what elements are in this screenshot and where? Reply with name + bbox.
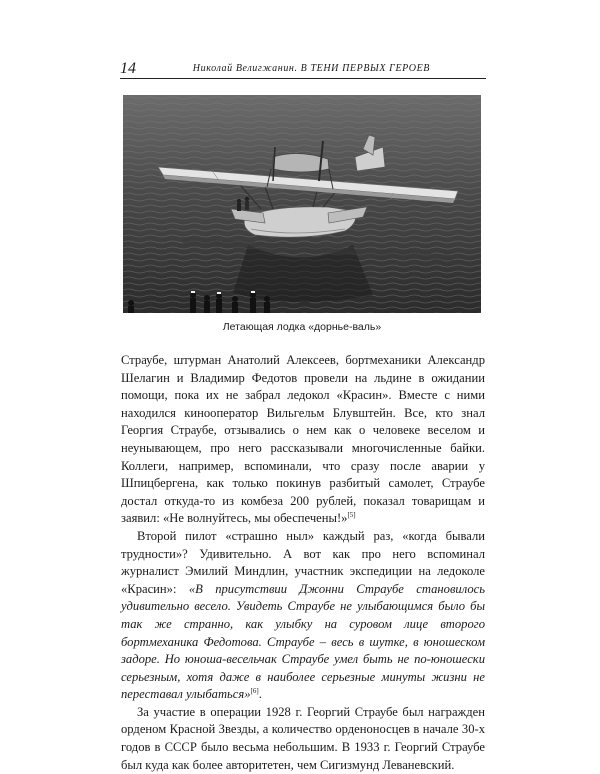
- mindlin-quote: «В присутствии Джонни Страубе становилось удивительно весело. Увидеть Страубе не улыбающимся было бы так же странно, как улыбку на суровом лице второго бортмеханика Федотова. Страубе – весь в шутке, в юношеском задоре. Но юноша-весельчак Страубе умел быть не по-юношески серьезным, хотя даже в наиболее серьезные минуты жизни не переставал улыбаться»: [121, 581, 485, 702]
- running-header: [120, 58, 486, 79]
- running-head-title: Николай Велигжанин. В ТЕНИ ПЕРВЫХ ГЕРОЕВ: [192, 63, 430, 74]
- footnote-ref-6: [6]: [250, 687, 259, 696]
- photo-caption: Летающая лодка «дорнье-валь»: [222, 321, 382, 333]
- paragraph-2: [121, 528, 485, 704]
- paragraph-2-text: Второй пилот «страшно ныл» каждый раз, «когда бывали трудности»? Удивительно. А вот как про него вспоминал журналист Эмилий Миндлин, участник экспедиции на ледоколе «Красин»:: [121, 528, 485, 596]
- flying-boat-photo: [123, 95, 481, 313]
- footnote-ref-5: [5]: [347, 511, 356, 520]
- paragraph-1: [121, 352, 485, 528]
- paragraph-1-text: Страубе, штурман Анатолий Алексеев, бортмеханики Александр Шелагин и Владимир Федотов провели на льдине в ожидании помощи, пока их не забрал ледокол «Красин». Вместе с ними находился кинооператор Вильгельм Блувштейн. Все, кто знал Георгия Страубе, отзывались о нем как о человеке веселом и неунывающем, про него рассказывали многочисленные байки. Коллеги, например, вспоминали, что сразу после аварии у Шпицбергена, как только покинув разбитый самолет, Страубе достал откуда-то из комбеза 200 рублей, показал товарищам и заявил: «Не волнуйтесь, мы обеспечены!»: [121, 353, 485, 526]
- paragraph-2-end: .: [258, 687, 262, 702]
- body-text: [121, 352, 485, 774]
- paragraph-3: За участие в операции 1928 г. Георгий Страубе был награжден орденом Красной Звезды, а количество орденоносцев в начале 30-х годов в СССР было весьма небольшим. В 1933 г. Георгий Страубе был куда как более авторитетен, чем Сигизмунд Леваневский.: [121, 704, 485, 772]
- page-number: 14: [120, 60, 136, 77]
